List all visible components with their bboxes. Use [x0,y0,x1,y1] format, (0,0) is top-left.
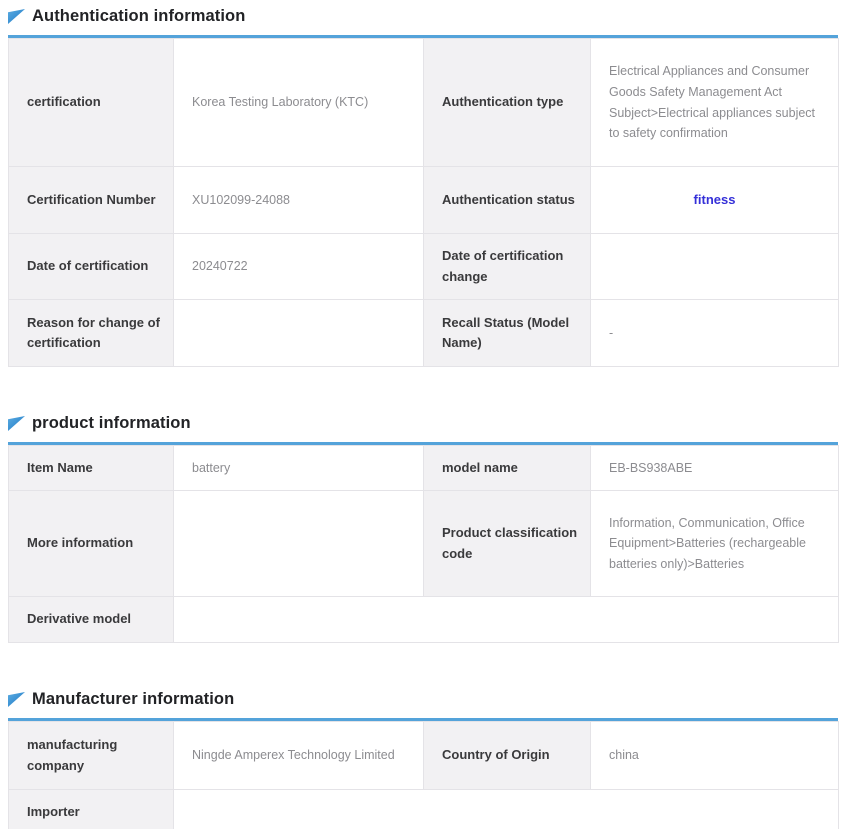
section-header [8,5,838,27]
authentication-table [8,35,838,367]
country-of-origin-value: china [591,722,839,790]
item-name-value: battery [174,446,424,491]
authentication-status-link[interactable]: fitness [693,192,736,208]
section-authentication [8,5,838,367]
authentication-status-label: Authentication status [424,167,591,234]
section-title: Authentication information [32,6,246,25]
section-manufacturer [8,688,838,829]
table-row [9,491,839,597]
manufacturing-company-value: Ningde Amperex Technology Limited [174,722,424,790]
certification-number-value: XU102099-24088 [174,167,424,234]
authentication-type-label: Authentication type [424,39,591,167]
manufacturing-company-label: manufacturing company [9,722,174,790]
certification-value: Korea Testing Laboratory (KTC) [174,39,424,167]
importer-label: Importer [9,790,174,829]
table-row [9,790,839,829]
certification-number-label: Certification Number [9,167,174,234]
table-row [9,722,839,790]
reason-for-change-value [174,300,424,367]
authentication-status-cell [591,167,839,234]
recall-status-label: Recall Status (Model Name) [424,300,591,367]
more-information-label: More information [9,491,174,597]
product-classification-label: Product classification code [424,491,591,597]
table-row [9,597,839,643]
certification-label: certification [9,39,174,167]
reason-for-change-label: Reason for change of certification [9,300,174,367]
date-of-certification-label: Date of certification [9,234,174,300]
flag-triangle-icon [8,416,25,431]
importer-value [174,790,839,829]
item-name-label: Item Name [9,446,174,491]
product-table [8,442,838,643]
section-header [8,412,838,434]
flag-triangle-icon [8,9,25,24]
section-title: product information [32,413,191,432]
section-product [8,412,838,643]
country-of-origin-label: Country of Origin [424,722,591,790]
model-name-label: model name [424,446,591,491]
model-name-value: EB-BS938ABE [591,446,839,491]
table-row [9,234,839,300]
recall-status-value: - [591,300,839,367]
table-row [9,446,839,491]
flag-triangle-icon [8,692,25,707]
table-row [9,39,839,167]
derivative-model-label: Derivative model [9,597,174,643]
section-header [8,688,838,710]
product-classification-value: Information, Communication, Office Equipment>Batteries (rechargeable batteries only)>Batteries [591,491,839,597]
authentication-type-value: Electrical Appliances and Consumer Goods Safety Management Act Subject>Electrical appliances subject to safety confirmation [591,39,839,167]
section-title: Manufacturer information [32,689,235,708]
date-of-certification-change-value [591,234,839,300]
manufacturer-table [8,718,838,829]
table-row [9,167,839,234]
date-of-certification-change-label: Date of certification change [424,234,591,300]
derivative-model-value [174,597,839,643]
table-row [9,300,839,367]
more-information-value [174,491,424,597]
date-of-certification-value: 20240722 [174,234,424,300]
